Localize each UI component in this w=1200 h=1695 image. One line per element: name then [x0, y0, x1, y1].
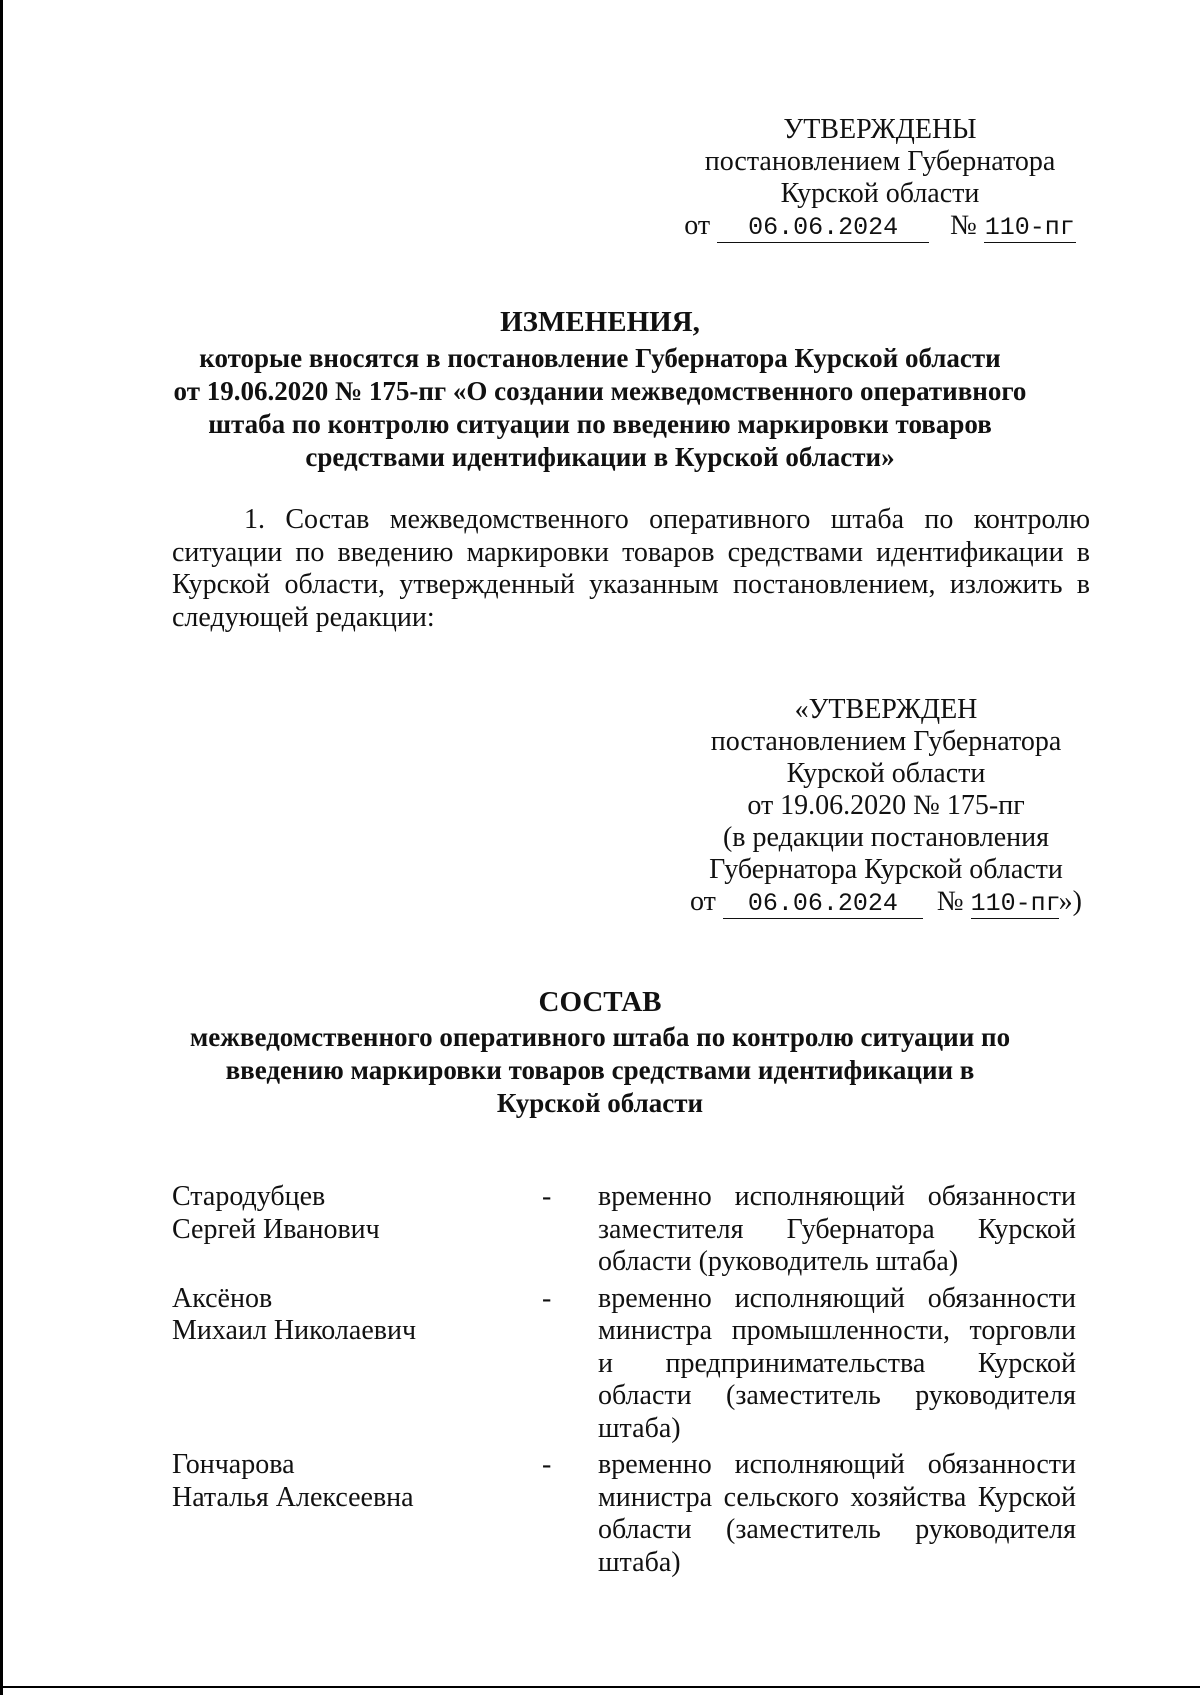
role-line: заместителя Губернатора Курской: [598, 1213, 1076, 1245]
member-given-name: Наталья Алексеевна: [172, 1481, 414, 1513]
role-line: штаба): [598, 1546, 681, 1578]
member-dash: -: [542, 1449, 552, 1480]
changes-heading-line: от 19.06.2020 № 175-пг «О создании межведомственного оперативного: [173, 376, 1027, 406]
member-name: [172, 1449, 542, 1579]
member-role: [598, 1283, 1076, 1446]
paragraph-line: ситуации по введению маркировки товаров средствами идентификации в: [172, 536, 1090, 568]
role-line: области (руководитель штаба): [598, 1246, 959, 1277]
member-surname: Аксёнов: [172, 1282, 273, 1314]
approval-line: (в редакции постановления: [722, 822, 1050, 853]
approval-date: 06.06.2024: [723, 890, 923, 919]
changes-title: ИЗМЕНЕНИЯ,: [500, 306, 700, 338]
composition-heading-line: Курской области: [496, 1088, 704, 1118]
member-row: [172, 1283, 1082, 1446]
role-line: временно исполняющий обязанности: [598, 1449, 1076, 1480]
members-list: [172, 1181, 1082, 1583]
approval-line: Курской области: [780, 178, 980, 209]
changes-heading-line: средствами идентификации в Курской области»: [305, 442, 895, 472]
member-role: [598, 1449, 1076, 1579]
approval-title: УТВЕРЖДЕНЫ: [783, 114, 977, 145]
paragraph-line: Курской области, утвержденный указанным постановлением, изложить в: [172, 569, 1090, 600]
approval-line: от 19.06.2020 № 175-пг: [747, 790, 1025, 821]
member-dash: -: [542, 1282, 552, 1314]
approval-line: Курской области: [786, 758, 986, 789]
approval-date-line: [676, 886, 1096, 919]
changes-heading-line: которые вносятся в постановление Губернатора Курской области: [199, 343, 1001, 373]
member-name: [172, 1181, 542, 1279]
paragraph-1: [172, 504, 1090, 634]
changes-heading: [150, 306, 1050, 474]
page-bottom-edge: [0, 1686, 1200, 1688]
approval-line: постановлением Губернатора: [710, 726, 1062, 757]
role-line: министра сельского хозяйства Курской: [598, 1481, 1076, 1513]
member-surname: Стародубцев: [172, 1181, 326, 1212]
member-given-name: Михаил Николаевич: [172, 1315, 417, 1346]
number-prefix: №: [936, 886, 964, 917]
role-line: области (заместитель руководителя: [598, 1380, 1076, 1411]
paragraph-line: 1. Состав межведомственного оперативного штаба по контролю: [244, 504, 1090, 535]
composition-heading-line: межведомственного оперативного штаба по контролю ситуации по: [189, 1022, 1011, 1052]
page-left-edge: [0, 0, 3, 1695]
approval-line: постановлением Губернатора: [704, 146, 1056, 177]
member-dash: -: [542, 1181, 552, 1212]
paragraph-line: следующей редакции:: [172, 601, 435, 633]
date-prefix: от: [684, 210, 711, 241]
role-line: и предпринимательства Курской: [598, 1347, 1076, 1379]
date-prefix: от: [690, 886, 716, 917]
role-line: области (заместитель руководителя: [598, 1514, 1076, 1545]
role-line: министра промышленности, торговли: [598, 1315, 1076, 1346]
member-given-name: Сергей Иванович: [172, 1213, 380, 1245]
approval-line: Губернатора Курской области: [709, 854, 1063, 885]
approval-block-top: [670, 114, 1090, 243]
role-line: временно исполняющий обязанности: [598, 1282, 1076, 1314]
approval-title: «УТВЕРЖДЕН: [794, 694, 978, 725]
member-name: [172, 1283, 542, 1446]
approval-number: 110-пг: [970, 889, 1061, 918]
approval-block-inner: [676, 694, 1096, 919]
number-prefix: №: [950, 210, 977, 241]
composition-heading-line: введению маркировки товаров средствами идентификации в: [225, 1055, 975, 1085]
member-row: [172, 1181, 1082, 1279]
approval-date-line: [670, 210, 1090, 243]
member-row: [172, 1449, 1082, 1579]
member-role: [598, 1181, 1076, 1279]
member-surname: Гончарова: [172, 1449, 295, 1480]
closing-quote: »): [1058, 886, 1082, 917]
changes-heading-line: штаба по контролю ситуации по введению маркировки товаров: [208, 409, 992, 439]
role-line: временно исполняющий обязанности: [598, 1181, 1076, 1212]
composition-title: СОСТАВ: [538, 986, 662, 1018]
role-line: штаба): [598, 1412, 681, 1444]
approval-date: 06.06.2024: [717, 214, 929, 243]
approval-number: 110-пг: [984, 213, 1075, 242]
composition-heading: [150, 986, 1050, 1120]
